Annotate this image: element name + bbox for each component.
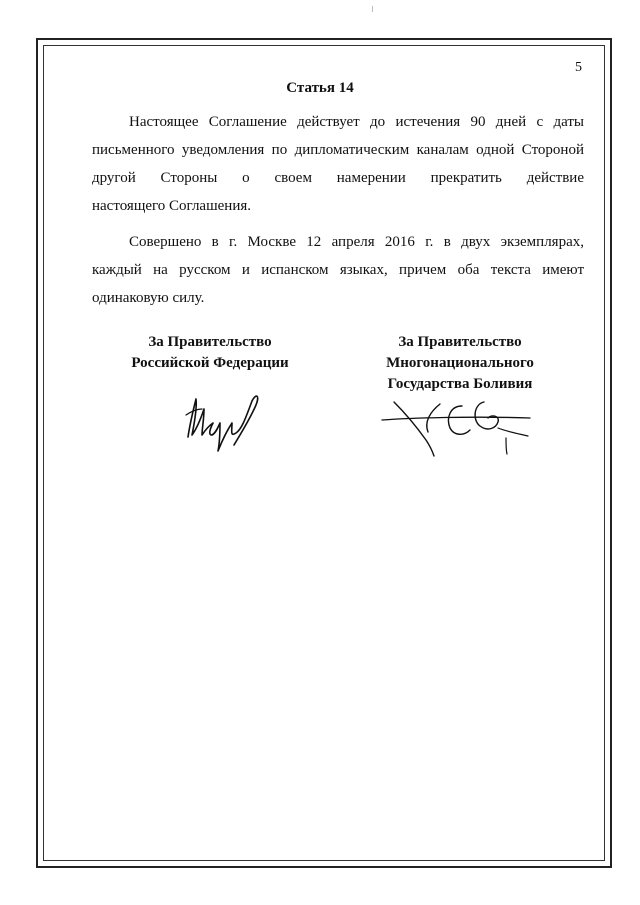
article-title: Статья 14 (286, 80, 354, 96)
paragraph-line: каждый на русском и испанском языках, причем оба текста имеют (92, 262, 584, 278)
paragraph-line: настоящего Соглашения. (92, 198, 252, 214)
signatory-line: За Правительство (148, 334, 272, 350)
paragraph-line: письменного уведомления по дипломатическим каналам одной Стороной (92, 142, 584, 158)
paragraph-line: Совершено в г. Москве 12 апреля 2016 г. в двух экземплярах, (129, 234, 584, 250)
scan-mark (372, 6, 373, 12)
paragraph-line: другой Стороны о своем намерении прекратить действие (92, 170, 584, 186)
signatory-line: Многонационального (386, 355, 534, 371)
signatory-line: Государства Боливия (387, 376, 533, 392)
signatory-russia (110, 332, 310, 374)
signatory-bolivia (360, 332, 560, 395)
paragraph-line: одинаковую силу. (92, 290, 205, 306)
paragraph-execution (92, 228, 584, 312)
paragraph-line: Настоящее Соглашение действует до истечения 90 дней с даты (129, 114, 584, 130)
signatory-line: Российской Федерации (131, 355, 289, 371)
paragraph-termination (92, 108, 584, 220)
signature-bolivia (380, 392, 550, 472)
signatory-line: За Правительство (398, 334, 522, 350)
signature-russia (180, 385, 275, 465)
page-number: 5 (575, 60, 582, 75)
